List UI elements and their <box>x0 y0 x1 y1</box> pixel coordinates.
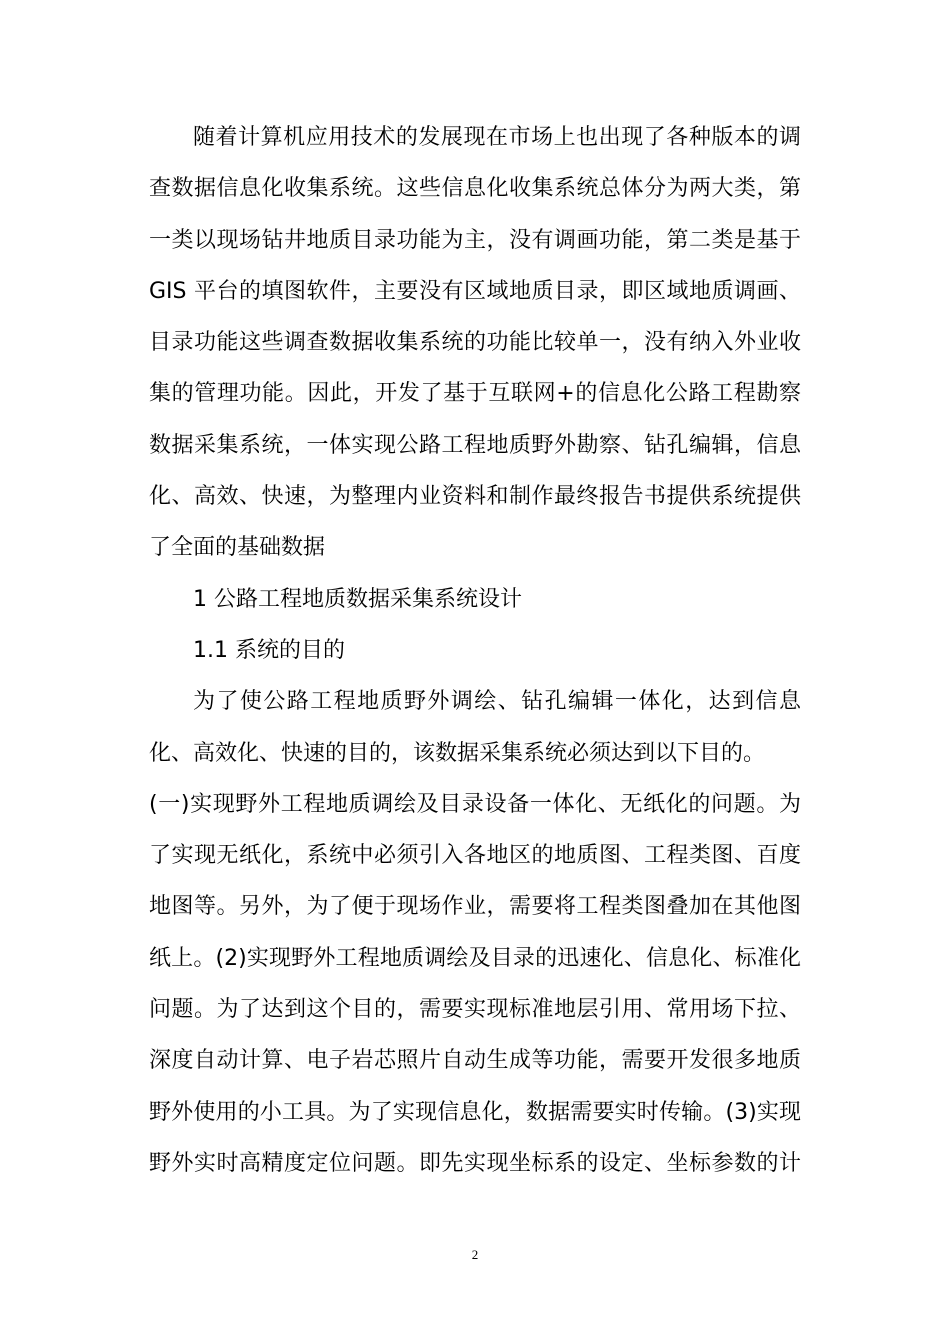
paragraph-line: (一)实现野外工程地质调绘及目录设备一体化、无纸化的问题。为 <box>149 791 801 817</box>
subsection-heading: 1.1 系统的目的 <box>193 637 345 663</box>
paragraph-line: 深度自动计算、电子岩芯照片自动生成等功能，需要开发很多地质 <box>149 1048 801 1074</box>
paragraph-line: GIS 平台的填图软件，主要没有区域地质目录，即区域地质调画、 <box>149 278 801 304</box>
paragraph-line: 地图等。另外，为了便于现场作业，需要将工程类图叠加在其他图 <box>149 894 801 920</box>
paragraph-line: 为了使公路工程地质野外调绘、钻孔编辑一体化，达到信息 <box>193 689 801 715</box>
paragraph-line: 查数据信息化收集系统。这些信息化收集系统总体分为两大类，第 <box>149 176 801 202</box>
paragraph-line: 问题。为了达到这个目的，需要实现标准地层引用、常用场下拉、 <box>149 997 801 1023</box>
paragraph-line: 集的管理功能。因此，开发了基于互联网+的信息化公路工程勘察 <box>149 381 801 407</box>
paragraph-line: 目录功能这些调查数据收集系统的功能比较单一，没有纳入外业收 <box>149 330 801 356</box>
paragraph-line: 野外实时高精度定位问题。即先实现坐标系的设定、坐标参数的计 <box>149 1150 801 1176</box>
paragraph-line: 了实现无纸化，系统中必须引入各地区的地质图、工程类图、百度 <box>149 843 801 869</box>
paragraph-line: 野外使用的小工具。为了实现信息化，数据需要实时传输。(3)实现 <box>149 1099 801 1125</box>
paragraph-line: 数据采集系统，一体实现公路工程地质野外勘察、钻孔编辑，信息 <box>149 432 801 458</box>
paragraph-line: 化、高效、快速，为整理内业资料和制作最终报告书提供系统提供 <box>149 484 801 510</box>
paragraph-line: 了全面的基础数据 <box>149 535 326 561</box>
paragraph-line: 纸上。(2)实现野外工程地质调绘及目录的迅速化、信息化、标准化 <box>149 945 801 971</box>
paragraph-line: 一类以现场钻井地质目录功能为主，没有调画功能，第二类是基于 <box>149 227 801 253</box>
section-heading: 1 公路工程地质数据采集系统设计 <box>193 586 522 612</box>
paragraph-line: 随着计算机应用技术的发展现在市场上也出现了各种版本的调 <box>193 125 801 150</box>
page-number: 2 <box>471 1247 479 1262</box>
document-body <box>149 112 801 1189</box>
paragraph-line: 化、高效化、快速的目的，该数据采集系统必须达到以下目的。 <box>149 740 766 766</box>
